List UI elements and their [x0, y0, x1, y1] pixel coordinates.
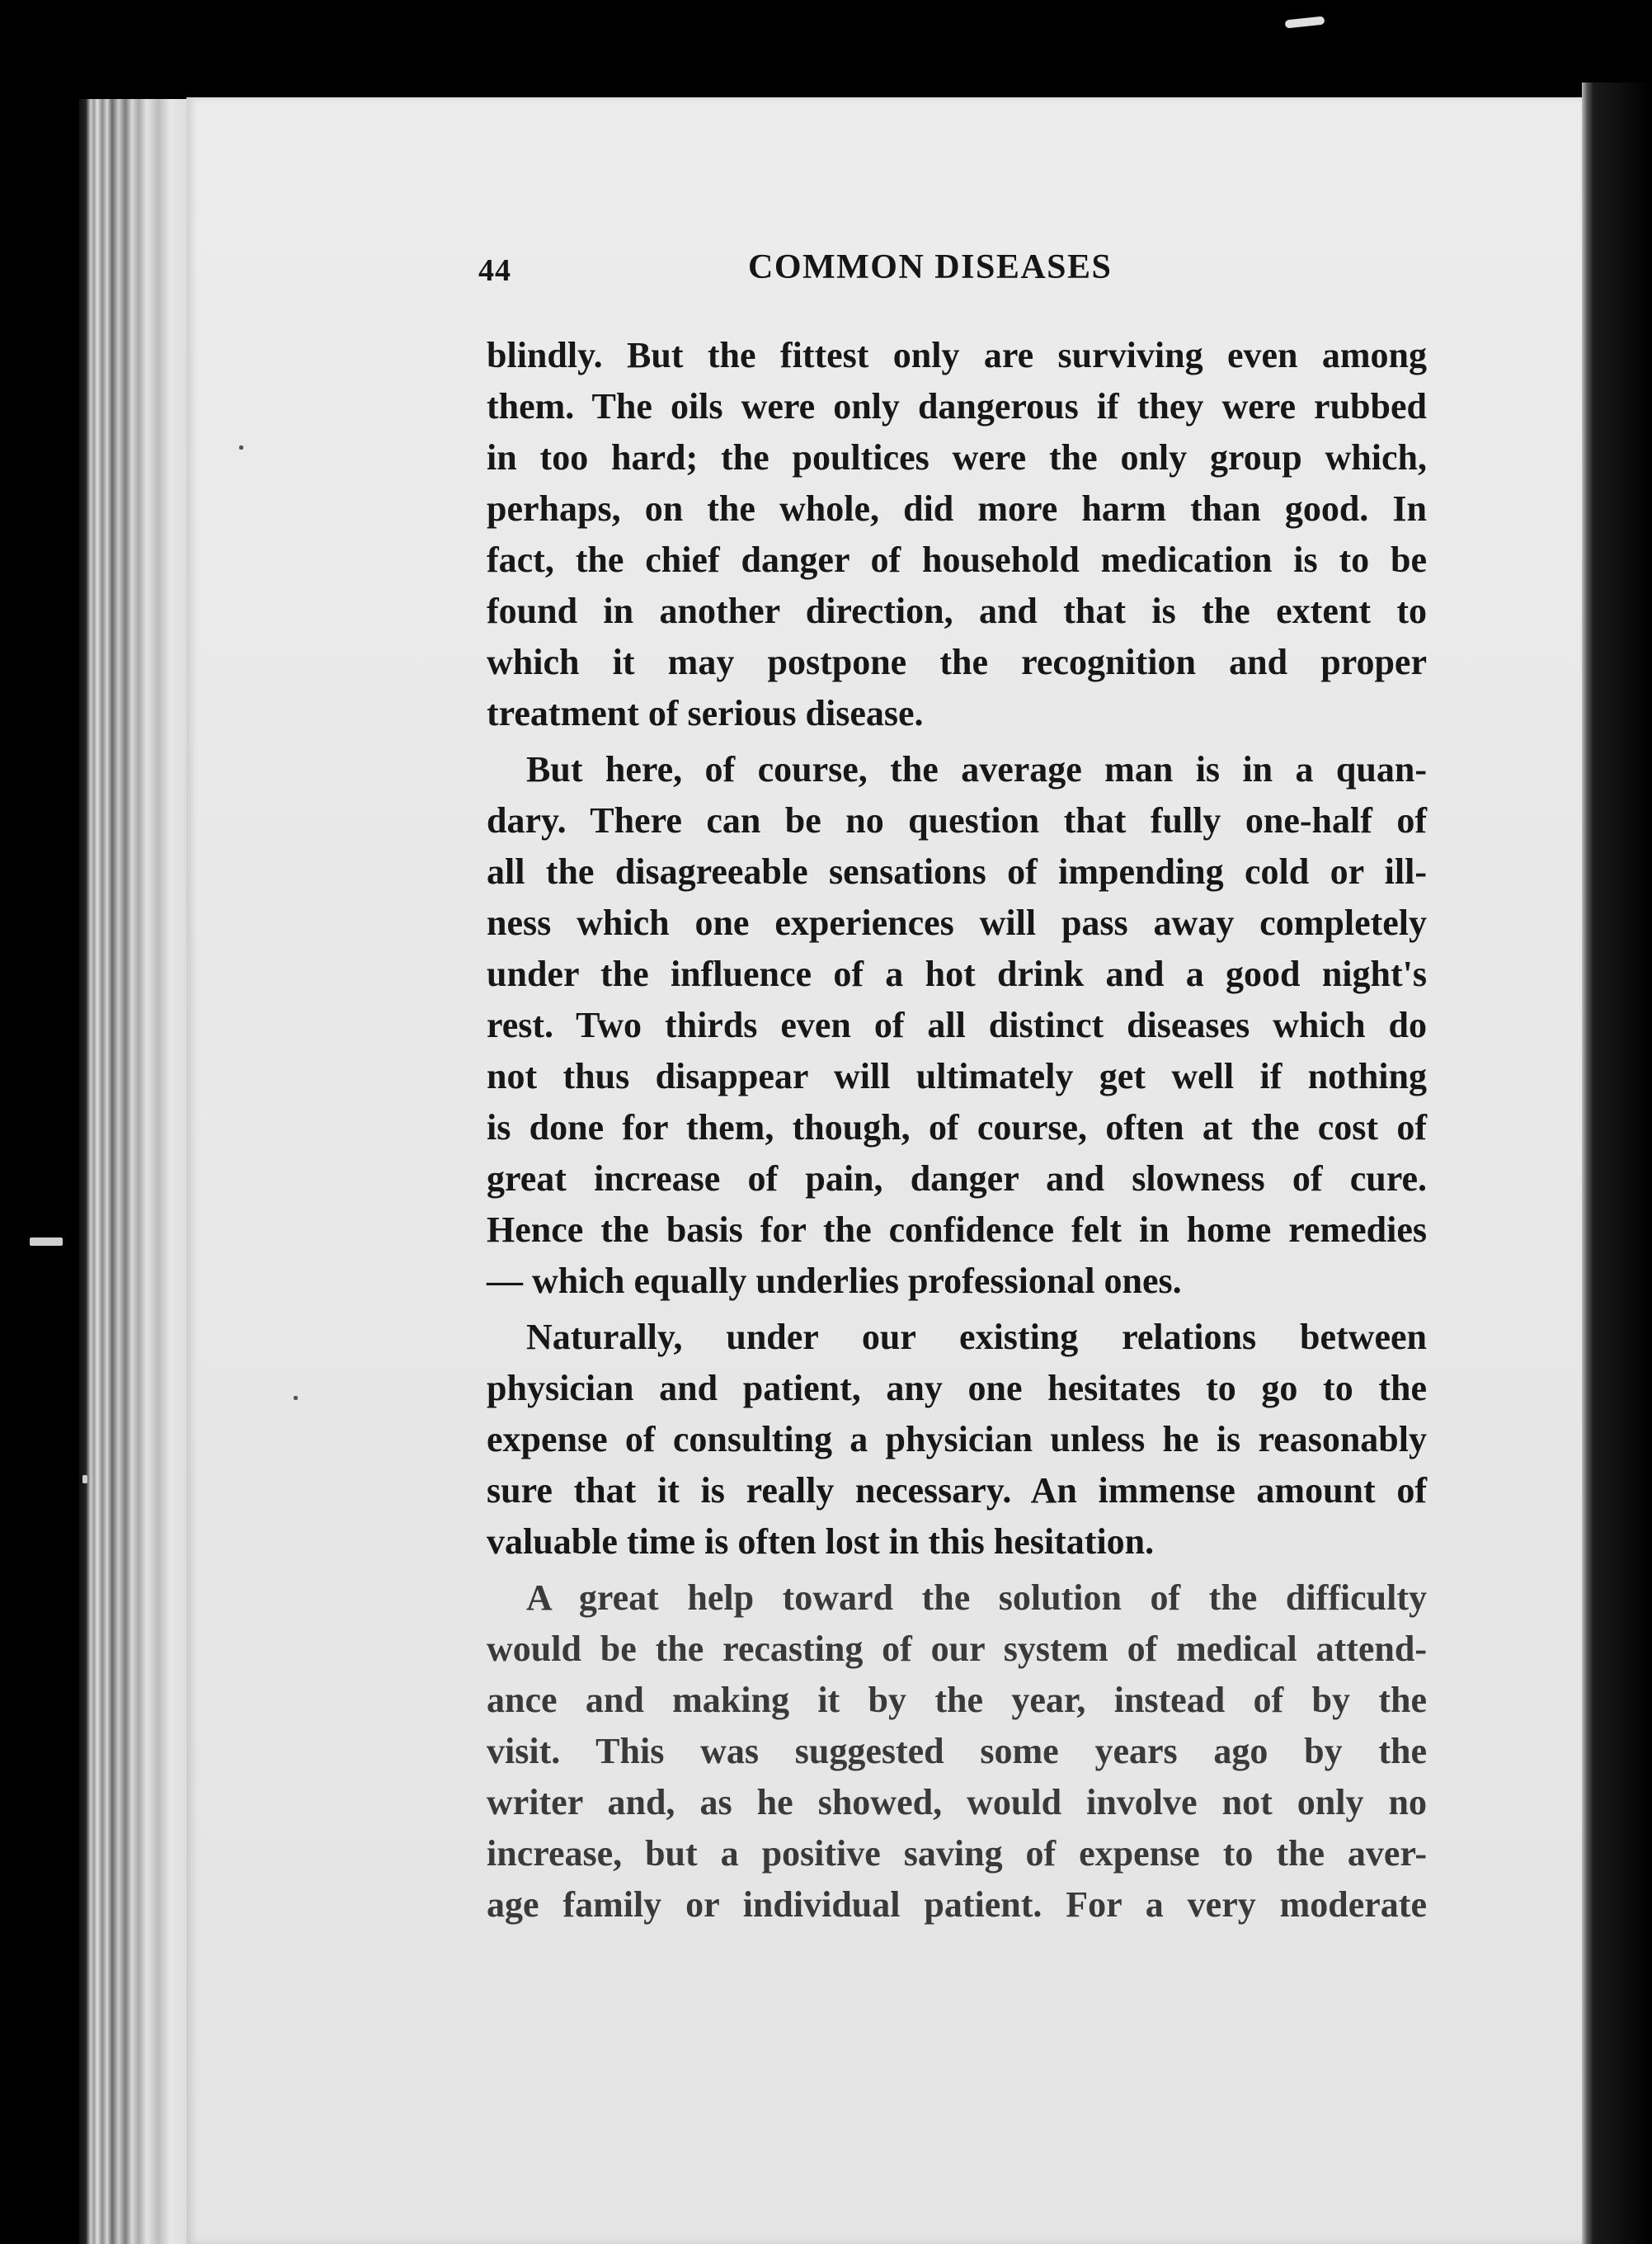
text-line: which it may postpone the recognition and proper	[487, 642, 1427, 682]
paragraph	[487, 330, 1427, 739]
page-edge-stack	[79, 99, 195, 2244]
right-page-edge	[1582, 82, 1652, 2244]
margin-speck	[30, 1238, 63, 1246]
text-line: them. The oils were only dangerous if they were rubbed	[487, 386, 1427, 427]
text-line: would be the recasting of our system of medical attend-	[487, 1629, 1427, 1669]
text-line: Naturally, under our existing relations between	[526, 1317, 1427, 1357]
text-line: sure that it is really necessary. An immense amount of	[487, 1470, 1427, 1511]
text-line: increase, but a positive saving of expense to the aver-	[487, 1833, 1427, 1874]
text-line: — which equally underlies professional ones.	[487, 1261, 1182, 1301]
text-line: all the disagreeable sensations of impending cold or ill-	[487, 851, 1427, 892]
text-line: under the influence of a hot drink and a good night's	[487, 954, 1427, 994]
text-line: writer and, as he showed, would involve not only no	[487, 1782, 1427, 1822]
text-line: age family or individual patient. For a very moderate	[487, 1884, 1427, 1925]
page-number: 44	[478, 253, 511, 288]
text-line: in too hard; the poultices were the only group which,	[487, 437, 1427, 478]
running-title: COMMON DISEASES	[748, 248, 1113, 286]
margin-speck	[82, 1475, 87, 1483]
text-line: great increase of pain, danger and slowness of cure.	[487, 1158, 1427, 1199]
text-line: not thus disappear will ultimately get well if nothing	[487, 1056, 1427, 1096]
text-line: physician and patient, any one hesitates to go to the	[487, 1368, 1427, 1408]
text-line: fact, the chief danger of household medication is to be	[487, 540, 1427, 580]
text-line: expense of consulting a physician unless he is reasonably	[487, 1419, 1427, 1459]
text-line: treatment of serious disease.	[487, 693, 924, 733]
running-head	[478, 248, 1435, 305]
text-line: rest. Two thirds even of all distinct diseases which do	[487, 1005, 1427, 1045]
text-line: A great help toward the solution of the difficulty	[526, 1577, 1427, 1618]
text-line: ance and making it by the year, instead of by the	[487, 1680, 1427, 1720]
body-text	[487, 330, 1427, 1930]
text-line: But here, of course, the average man is in a quan-	[526, 749, 1427, 790]
text-line: perhaps, on the whole, did more harm than good. In	[487, 488, 1427, 529]
margin-speck	[239, 446, 243, 450]
paragraph	[487, 744, 1427, 1307]
text-line: dary. There can be no question that fully one-half of	[487, 800, 1427, 841]
paragraph	[487, 1572, 1427, 1930]
text-line: visit. This was suggested some years ago by the	[487, 1731, 1427, 1771]
text-line: found in another direction, and that is the extent to	[487, 591, 1427, 631]
paragraph	[487, 1312, 1427, 1568]
text-line: blindly. But the fittest only are surviving even among	[487, 335, 1427, 375]
text-line: ness which one experiences will pass away completely	[487, 903, 1427, 943]
text-line: valuable time is often lost in this hesitation.	[487, 1521, 1155, 1562]
scan-artifact-mark	[1285, 16, 1325, 29]
text-line: is done for them, though, of course, often at the cost of	[487, 1107, 1427, 1148]
margin-speck	[294, 1396, 298, 1400]
text-line: Hence the basis for the confidence felt in home remedies	[487, 1209, 1427, 1250]
